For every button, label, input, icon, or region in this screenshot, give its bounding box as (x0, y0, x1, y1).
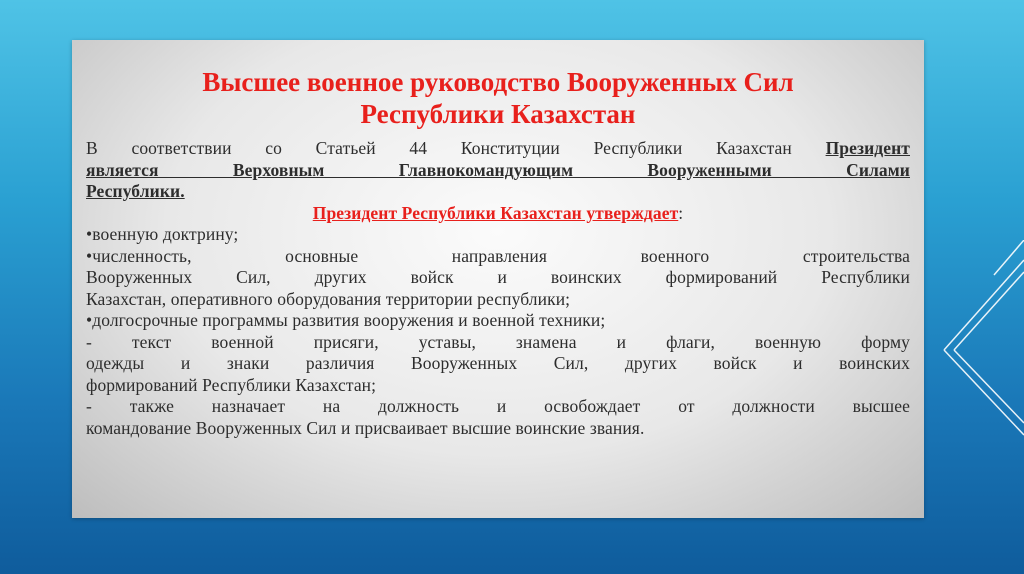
list-item-5-line-1: - также назначает на должность и освобождает от должности высшее (86, 396, 910, 416)
approves-colon: : (678, 202, 684, 223)
intro-text: В соответствии со Статьей 44 Конституции Республики Казахстан (86, 138, 826, 158)
list-item-2-line-1: •численность, основные направления военного строительства (86, 245, 910, 266)
intro-president: Президент (825, 138, 910, 158)
list-item-4-line-2: одежды и знаки различия Вооруженных Сил, других войск и воинских (86, 353, 910, 373)
list-item-5-line-2: командование Вооруженных Сил и присваивает высшие воинские звания. (86, 417, 645, 438)
list-item-2-line-3: Казахстан, оперативного оборудования территории республики; (86, 288, 571, 309)
approves-heading-row (86, 203, 910, 225)
decorative-lines (914, 240, 1024, 440)
list-item-4-line-1: - текст военной присяги, уставы, знамена и флаги, военную форму (86, 331, 910, 352)
intro-paragraph (86, 138, 910, 203)
intro-line-3: Республики. (86, 181, 185, 201)
list-item-2-line-2: Вооруженных Сил, других войск и воинских формирований Республики (86, 267, 910, 287)
approves-heading: Президент Республики Казахстан утверждает (312, 202, 679, 223)
content-panel (72, 40, 924, 518)
intro-line-2: является Верховным Главнокомандующим Вооруженными Силами (86, 159, 910, 180)
list-item-3: •долгосрочные программы развития вооружения и военной техники; (86, 310, 606, 330)
list-item-4-line-3: формирований Республики Казахстан; (86, 374, 377, 395)
title-line-1: Высшее военное руководство Вооруженных Сил (202, 67, 794, 97)
list (86, 224, 910, 439)
intro-line-1 (86, 138, 910, 160)
slide-title (86, 66, 910, 130)
list-item-1: •военную доктрину; (86, 224, 239, 244)
title-line-2: Республики Казахстан (360, 99, 636, 129)
